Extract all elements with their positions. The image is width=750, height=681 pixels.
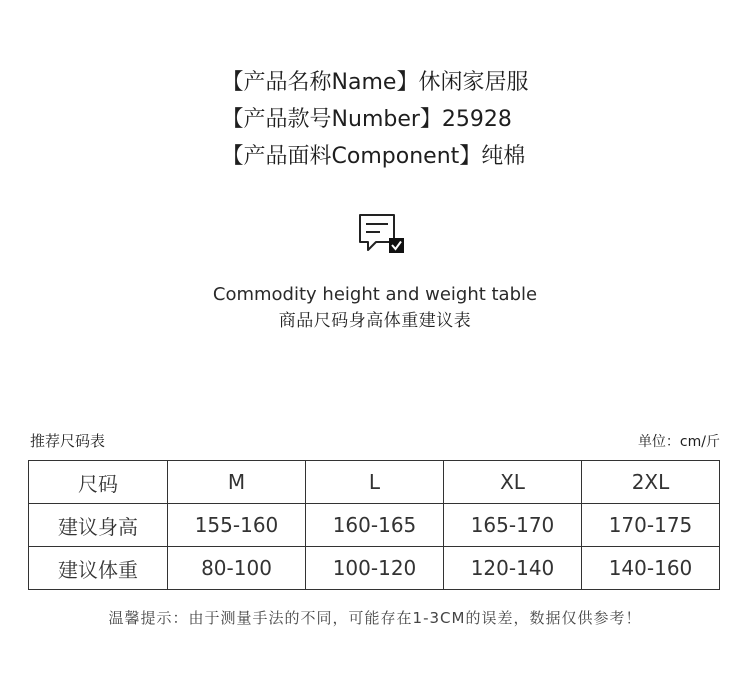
table-cell: 140-160: [582, 547, 720, 590]
table-cell: 120-140: [444, 547, 582, 590]
table-cell: 165-170: [444, 504, 582, 547]
subtitle-english: Commodity height and weight table: [212, 284, 538, 305]
product-name-line: 【产品名称Name】休闲家居服: [221, 70, 529, 95]
header-cell: XL: [444, 461, 582, 504]
size-table: [28, 460, 720, 590]
subtitle-chinese: 商品尺码身高体重建议表: [278, 311, 472, 331]
row-label: 建议身高: [29, 504, 168, 547]
message-check-icon: [356, 212, 408, 256]
table-row: [29, 504, 720, 547]
header-cell: 2XL: [582, 461, 720, 504]
product-number-line: 【产品款号Number】25928: [221, 107, 512, 132]
header-cell: L: [306, 461, 444, 504]
product-info: [0, 64, 750, 175]
table-cell: 170-175: [582, 504, 720, 547]
size-table-header: [30, 430, 720, 451]
measurement-note: 温馨提示：由于测量手法的不同，可能存在1-3CM的误差，数据仅供参考！: [108, 609, 642, 627]
table-row: [29, 547, 720, 590]
table-cell: 155-160: [168, 504, 306, 547]
size-table-title: 推荐尺码表: [30, 432, 106, 450]
row-label: 建议体重: [29, 547, 168, 590]
header-cell: 尺码: [29, 461, 168, 504]
table-cell: 100-120: [306, 547, 444, 590]
table-subtitle: [0, 282, 750, 334]
product-component-line: 【产品面料Component】纯棉: [221, 144, 526, 169]
table-header-row: [29, 461, 720, 504]
table-cell: 160-165: [306, 504, 444, 547]
header-cell: M: [168, 461, 306, 504]
table-cell: 80-100: [168, 547, 306, 590]
unit-label: 单位：cm/斤: [637, 433, 720, 450]
